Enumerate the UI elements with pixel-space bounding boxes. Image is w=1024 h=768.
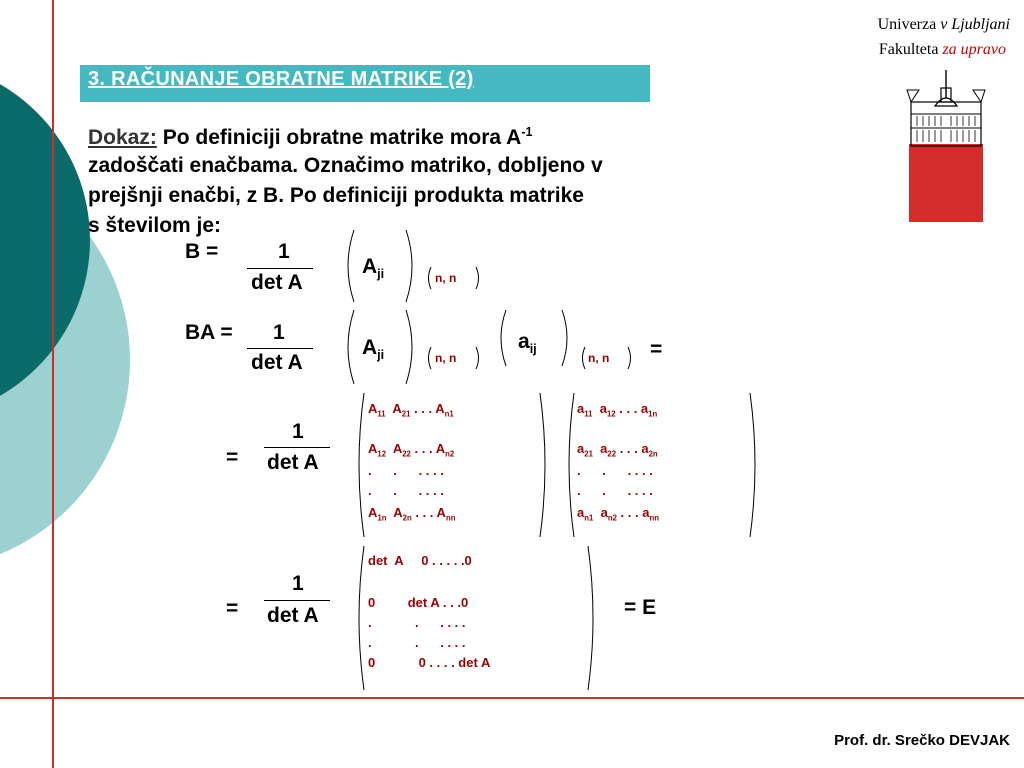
eq4-denominator: det A [267, 604, 319, 627]
eq3-left-row-1: $A_{11}$ $A_{21}$ . . . $A_{n1}$ [368, 401, 454, 419]
eq2-equals: = [650, 338, 663, 361]
eq3-left-row-2: $A_{12}$ $A_{22}$ . . . $A_{n2}$ [368, 441, 455, 459]
eq4-row-1: det A 0 . . . . .0 [368, 553, 472, 568]
eq4-numerator: 1 [292, 572, 304, 595]
eq2-matrix2-entry: $a_{ij}$ [518, 330, 537, 357]
eq3-equals: = [226, 446, 239, 469]
eq1-lhs: B = [185, 240, 219, 263]
eq2-matrix1-entry: $A_{ji}$ [362, 336, 385, 363]
top-horizontal-rule [0, 697, 1024, 699]
eq2-denominator: det A [251, 351, 303, 374]
slide-title: 3. RAČUNANJE OBRATNE MATRIKE (2) [88, 68, 474, 90]
eq4-equals: = [226, 597, 239, 620]
eq2-size1-label: n, n [435, 351, 457, 365]
eq2-size2-label: n, n [588, 351, 610, 365]
eq3-left-row-3: . . . . . . [368, 463, 444, 478]
eq3-fraction-bar [264, 447, 330, 448]
faculty-name: Fakulteta za upravo [878, 41, 1006, 58]
proof-label: Dokaz: [88, 126, 157, 149]
eq4-fraction-bar [264, 600, 330, 601]
eq3-left-row-5: $A_{1n}$ $A_{2n}$ . . . $A_{nn}$ [368, 505, 456, 523]
eq1-fraction-bar [247, 268, 313, 269]
proof-paragraph [88, 117, 848, 241]
eq3-right-row-4: . . . . . . [577, 483, 653, 498]
eq1-size-label: n, n [435, 271, 457, 285]
eq3-right-row-5: $a_{n1}$ $a_{n2}$ . . . $a_{nn}$ [577, 505, 659, 523]
eq4-row-3: . . . . . . [368, 615, 466, 630]
eq1-denominator: det A [251, 271, 303, 294]
eq4-row-4: . . . . . . [368, 635, 466, 650]
eq3-numerator: 1 [292, 420, 304, 443]
eq2-lhs: BA = [185, 321, 233, 344]
eq3-right-row-2: $a_{21}$ $a_{22}$ . . . $a_{2n}$ [577, 441, 658, 459]
eq3-right-row-1: $a_{11}$ $a_{12}$ . . . $a_{1n}$ [577, 401, 658, 419]
eq4-row-5: 0 0 . . . . det A [368, 655, 491, 670]
eq3-right-row-3: . . . . . . [577, 463, 653, 478]
eq2-fraction-bar [247, 348, 313, 349]
eq3-left-row-4: . . . . . . [368, 483, 444, 498]
university-building-logo [905, 68, 987, 224]
left-vertical-rule [52, 0, 54, 768]
proof-line-3: prejšnji enačbi, z B. Po definiciji produkta matrike [88, 184, 584, 207]
eq1-numerator: 1 [278, 240, 290, 263]
proof-line-2: zadoščati enačbama. Označimo matriko, dobljeno v [88, 154, 603, 177]
eq3-denominator: det A [267, 451, 319, 474]
footer-author: Prof. dr. Srečko DEVJAK [834, 732, 1010, 749]
university-name: Univerza v Ljubljani [877, 16, 1010, 33]
eq4-row-2: 0 det A . . .0 [368, 595, 469, 610]
proof-line-4: s številom je: [88, 214, 222, 237]
proof-line-1: Dokaz: Po definiciji obratne matrike mora $A^{-1}$ [88, 125, 533, 149]
eq2-numerator: 1 [273, 321, 285, 344]
eq1-matrix-entry: $A_{ji}$ [362, 255, 385, 282]
eq4-result: = E [624, 596, 657, 619]
